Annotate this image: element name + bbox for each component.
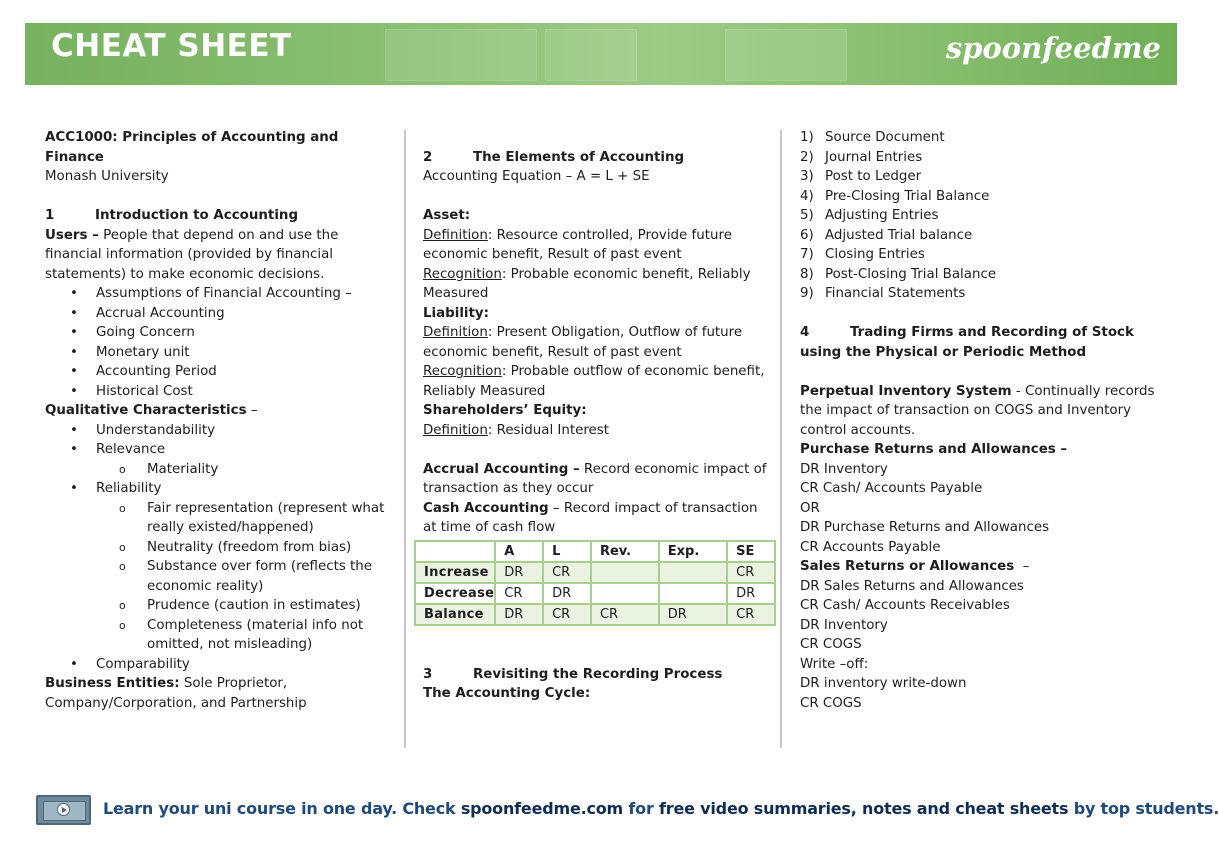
users-definition: Users – People that depend on and use the financial information (provided by financial statements) to make economic decisions. xyxy=(45,227,339,282)
column-3 xyxy=(800,128,1160,713)
spoonfeedme-link[interactable]: spoonfeedme.com xyxy=(460,799,624,818)
perpetual-inventory: Perpetual Inventory System - Continually records the impact of transaction on COGS and Inventory control accounts. xyxy=(800,383,1155,438)
journal-line: DR Inventory xyxy=(800,617,888,633)
table-row: Decrease CR DR DR xyxy=(415,583,775,604)
purchase-returns-heading: Purchase Returns and Allowances – xyxy=(800,442,1068,457)
column-2 xyxy=(423,128,775,704)
banner-decoration xyxy=(385,29,537,81)
brand-logo[interactable]: spoonfeedme xyxy=(945,31,1161,65)
list-subitem: o Substance over form (reflects the economic reality) xyxy=(96,557,397,596)
list-item: • Accrual Accounting xyxy=(45,304,397,324)
table-row: Balance DR CR CR DR CR xyxy=(415,604,775,625)
section-3-heading: 3 Revisiting the Recording Process xyxy=(423,666,723,682)
list-subitem: o Materiality xyxy=(96,460,397,480)
header-banner xyxy=(25,23,1177,85)
journal-line: DR Inventory xyxy=(800,461,888,477)
column-divider xyxy=(404,130,406,748)
list-item: • Monetary unit xyxy=(45,343,397,363)
journal-line: DR Sales Returns and Allowances xyxy=(800,578,1024,594)
assumptions-list xyxy=(45,284,397,401)
journal-line: OR xyxy=(800,500,820,516)
list-item: • Reliability o Fair representation (represent what really existed/happened) o Neutrality (freedom from bias) o Substance over form (reflects the economic reality) o Prudence (caution in estimates) o Completeness (material info not omitted, not misleading) xyxy=(45,479,397,655)
section-1-heading: 1 Introduction to Accounting xyxy=(45,208,299,223)
list-item: • Going Concern xyxy=(45,323,397,343)
list-subitem: o Fair representation (represent what really existed/happened) xyxy=(96,499,397,538)
list-item: 9) Financial Statements xyxy=(800,286,966,301)
asset-recognition: Recognition: Probable economic benefit, Reliably Measured xyxy=(423,266,751,301)
journal-line: CR Cash/ Accounts Receivables xyxy=(800,598,1010,613)
section-2-heading: 2 The Elements of Accounting xyxy=(423,149,685,165)
journal-line: CR Cash/ Accounts Payable xyxy=(800,481,983,496)
list-item: • Assumptions of Financial Accounting – xyxy=(45,284,397,304)
asset-definition: Definition: Resource controlled, Provide future economic benefit, Result of past event xyxy=(423,227,732,262)
accounting-cycle-label: The Accounting Cycle: xyxy=(423,686,591,701)
list-item: 1) Source Document xyxy=(800,130,945,145)
journal-line: CR COGS xyxy=(800,695,862,711)
table-header-row: A L Rev. Exp. SE xyxy=(415,541,775,562)
liability-recognition: Recognition: Probable outflow of economic benefit, Reliably Measured xyxy=(423,364,765,399)
journal-line: DR Purchase Returns and Allowances xyxy=(800,520,1050,535)
cash-accounting: Cash Accounting – Record impact of transaction at time of cash flow xyxy=(423,500,758,535)
list-item: • Understandability xyxy=(45,421,397,441)
list-item: • Comparability xyxy=(45,655,397,675)
section-4-heading: 4 Trading Firms and Recording of Stock xyxy=(800,325,1134,340)
equity-heading: Shareholders’ Equity: xyxy=(423,403,587,418)
journal-line: Write –off: xyxy=(800,656,869,672)
course-title: ACC1000: Principles of Accounting and Finance xyxy=(45,130,339,165)
list-item: 6) Adjusted Trial balance xyxy=(800,227,973,243)
accounting-cycle-steps xyxy=(800,128,1160,304)
list-subitem: o Completeness (material info not omitted, not misleading) xyxy=(96,616,397,655)
sales-returns-heading: Sales Returns or Allowances – xyxy=(800,559,1030,574)
video-play-icon[interactable] xyxy=(36,795,91,825)
qualitative-heading: Qualitative Characteristics – xyxy=(45,403,258,418)
debit-credit-table xyxy=(414,540,776,626)
list-item: 8) Post-Closing Trial Balance xyxy=(800,266,997,282)
footer-promo-text: Learn your uni course in one day. Check spoonfeedme.com for free video summaries, notes and cheat sheets by top students. xyxy=(103,799,1219,818)
journal-line: CR Accounts Payable xyxy=(800,539,941,555)
column-1 xyxy=(45,128,397,713)
accrual-accounting: Accrual Accounting – Record economic impact of transaction as they occur xyxy=(423,461,767,496)
list-subitem: o Neutrality (freedom from bias) xyxy=(96,538,397,558)
list-item: • Historical Cost xyxy=(45,382,397,402)
equity-definition: Definition: Residual Interest xyxy=(423,422,610,438)
liability-definition: Definition: Present Obligation, Outflow of future economic benefit, Result of past event xyxy=(423,325,743,360)
university-name: Monash University xyxy=(45,169,169,184)
section-4-heading-line2: using the Physical or Periodic Method xyxy=(800,344,1087,360)
liability-heading: Liability: xyxy=(423,305,489,321)
table-row: Increase DR CR CR xyxy=(415,562,775,583)
banner-decoration xyxy=(545,29,637,81)
list-subitem: o Prudence (caution in estimates) xyxy=(96,596,397,616)
journal-line: DR inventory write-down xyxy=(800,676,967,691)
list-item: • Accounting Period xyxy=(45,362,397,382)
column-divider xyxy=(780,130,782,748)
list-item: 4) Pre-Closing Trial Balance xyxy=(800,188,990,204)
journal-line: CR COGS xyxy=(800,637,862,652)
accounting-equation: Accounting Equation – A = L + SE xyxy=(423,169,650,184)
business-entities: Business Entities: Sole Proprietor, Company/Corporation, and Partnership xyxy=(45,676,307,711)
list-item: 2) Journal Entries xyxy=(800,149,923,165)
list-item: • Relevance o Materiality xyxy=(45,440,397,479)
asset-heading: Asset: xyxy=(423,208,471,223)
footer-banner xyxy=(36,795,1219,827)
qualitative-list xyxy=(45,421,397,675)
list-item: 3) Post to Ledger xyxy=(800,169,922,184)
list-item: 7) Closing Entries xyxy=(800,247,925,262)
banner-decoration xyxy=(725,29,847,81)
page-title: CHEAT SHEET xyxy=(51,28,292,64)
list-item: 5) Adjusting Entries xyxy=(800,208,939,223)
